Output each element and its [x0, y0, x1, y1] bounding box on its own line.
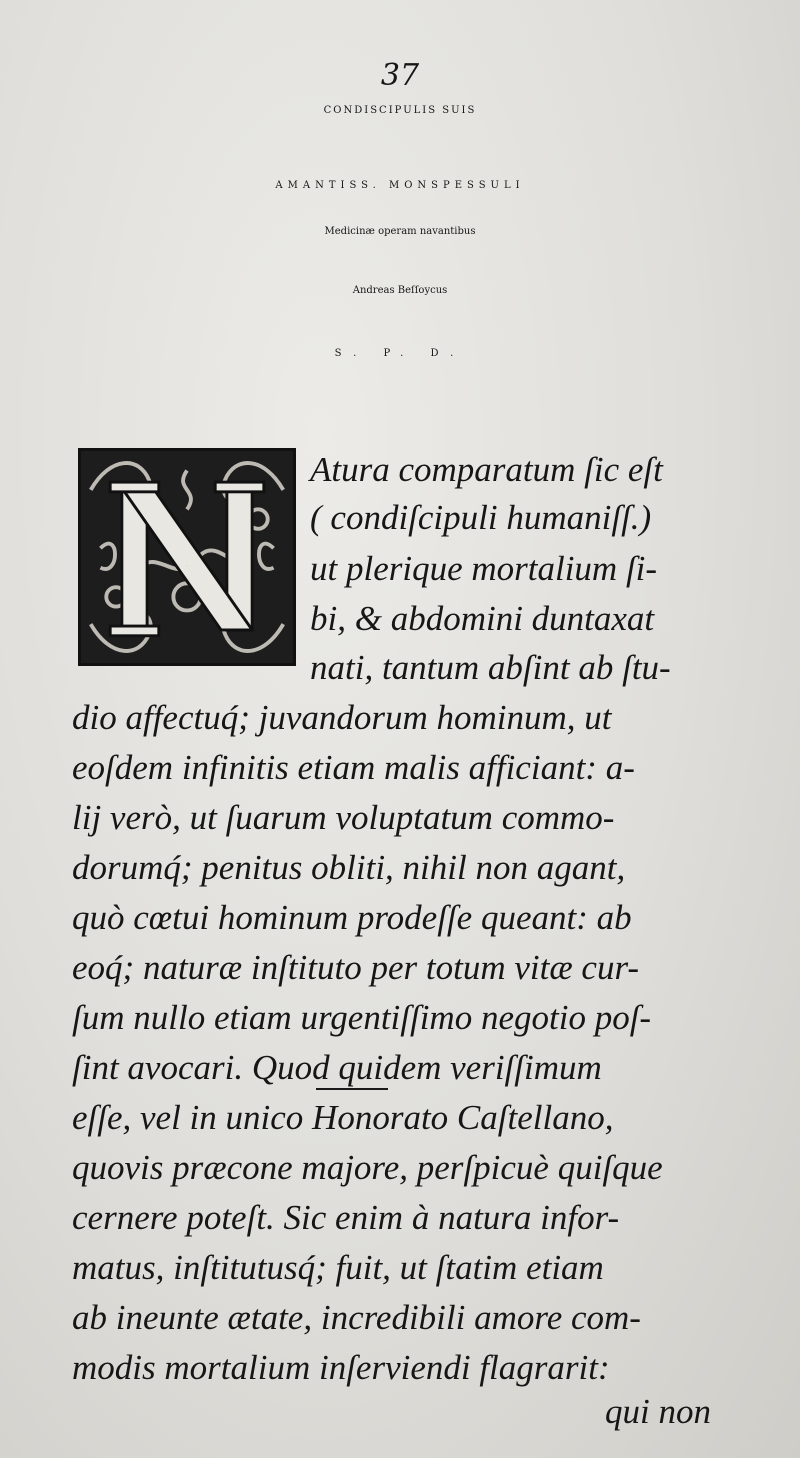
text-line-14: eſſe, vel in unico Honorato Caſtellano,	[72, 1098, 614, 1137]
text-line-7: eoſdem infinitis etiam malis afficiant: a-	[72, 748, 635, 787]
page-number: 37	[380, 58, 420, 93]
heading-line-1: CONDISCIPULIS SUIS	[323, 105, 477, 116]
text-line-3: ut plerique mortalium ſi-	[310, 549, 658, 588]
text-line-9: dorumq́; penitus obliti, nihil non agant,	[72, 848, 626, 887]
heading-line-2: AMANTISS. MONSPESSULI	[275, 180, 525, 191]
text-line-20: qui non	[605, 1392, 711, 1431]
text-line-11: eoq́; naturæ inſtituto per totum vitæ cur-	[72, 948, 640, 987]
text-line-12: ſum nullo etiam urgentiſſimo negotio poſ-	[72, 998, 652, 1037]
text-line-10: quò cœtui hominum prodeſſe queant: ab	[72, 898, 632, 937]
text-line-13: ſint avocari. Quod quidem veriſſimum	[72, 1048, 602, 1087]
heading-line-3: Medicinæ operam navantibus	[324, 226, 476, 237]
heading-line-5: S. P. D.	[334, 348, 466, 359]
text-line-16: cernere poteſt. Sic enim à natura infor-	[72, 1198, 620, 1237]
text-line-1: Atura comparatum ſic eſt	[310, 450, 663, 489]
decorated-initial-ornament	[81, 451, 293, 663]
text-line-4: bi, & abdomini duntaxat	[310, 599, 655, 638]
text-line-19: modis mortalium inſerviendi flagrarit:	[72, 1348, 610, 1387]
handwritten-underline	[316, 1088, 388, 1090]
decorated-initial-n	[78, 448, 296, 666]
text-line-17: matus, inſtitutusq́; fuit, ut ſtatim etiam	[72, 1248, 604, 1287]
text-line-5: nati, tantum abſint ab ſtu-	[310, 648, 671, 687]
text-line-6: dio affectuq́; juvandorum hominum, ut	[72, 698, 612, 737]
text-line-18: ab ineunte ætate, incredibili amore com-	[72, 1298, 641, 1337]
text-line-2: ( condiſcipuli humaniſſ.)	[310, 498, 652, 537]
initial-letter: N	[186, 565, 188, 567]
text-line-8: lij verò, ut ſuarum voluptatum commo-	[72, 798, 615, 837]
heading-line-4: Andreas Beſſoycus	[352, 285, 448, 296]
text-line-15: quovis præcone majore, perſpicuè quiſque	[72, 1148, 663, 1187]
